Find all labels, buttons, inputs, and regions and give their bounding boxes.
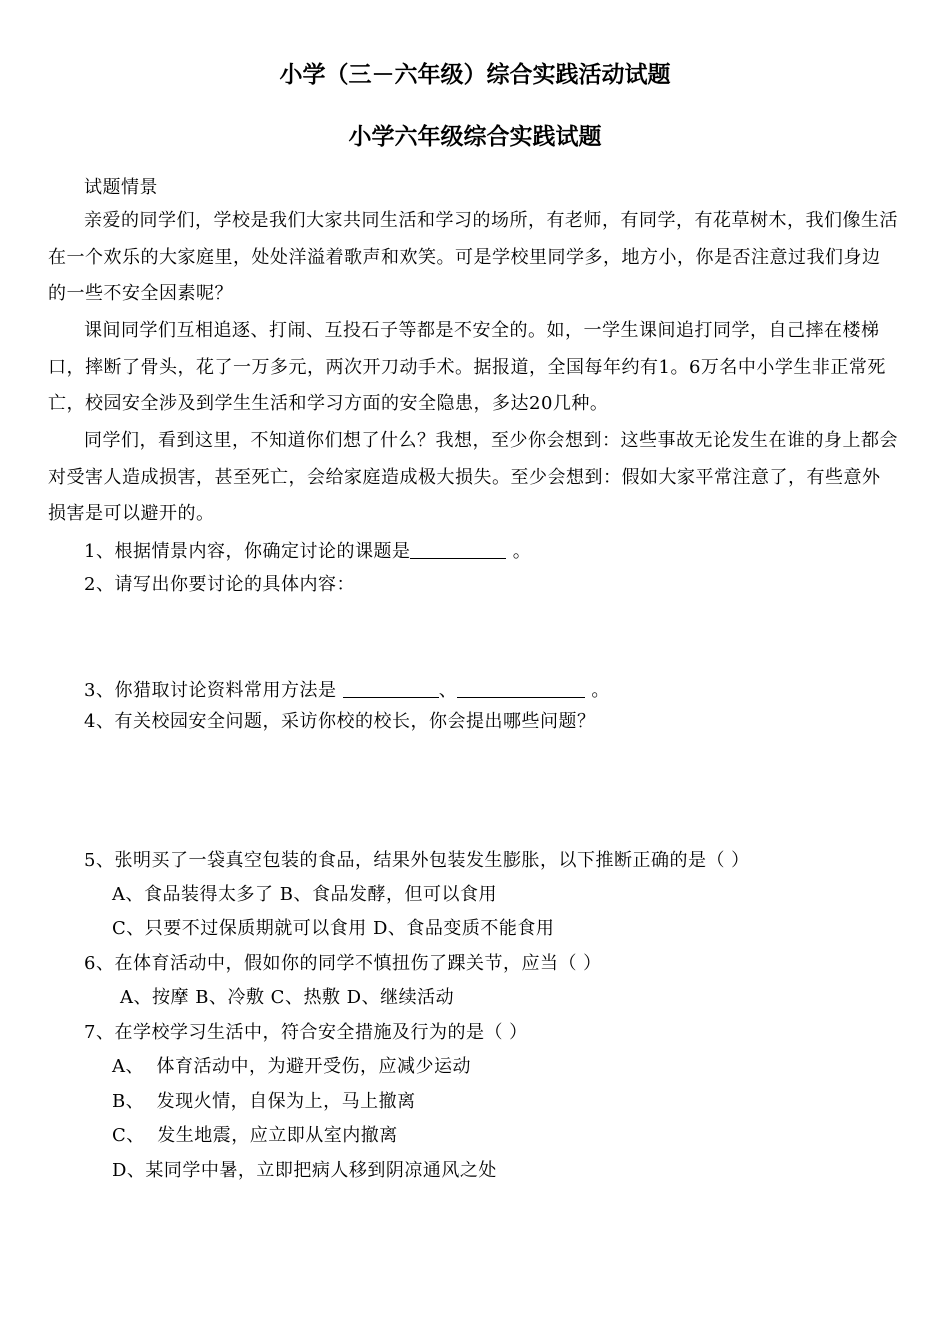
- question-1-answer-blank[interactable]: [410, 538, 506, 559]
- question-2: 2、请写出你要讨论的具体内容：: [84, 574, 355, 595]
- question-1-end: 。: [512, 541, 532, 562]
- question-1-text: 1、根据情景内容，你确定讨论的课题是: [84, 541, 411, 562]
- question-3-separator: 、: [438, 680, 458, 701]
- question-4: 4、有关校园安全问题，采访你校的校长，你会提出哪些问题？: [84, 711, 596, 732]
- question-3-text: 3、你猎取讨论资料常用方法是: [84, 680, 337, 701]
- question-7-option-a: A、 体育活动中，为避开受伤，应减少运动: [112, 1056, 471, 1077]
- question-7-option-b: B、 发现火情，自保为上，马上撤离: [112, 1091, 416, 1112]
- question-5: 5、张明买了一袋真空包装的食品，结果外包装发生膨胀，以下推断正确的是（ ）: [84, 850, 750, 871]
- scenario-paragraph-2: 课间同学们互相追逐、打闹、互投石子等都是不安全的。如，一学生课间追打同学，自己摔在楼梯口，摔断了骨头，花了一万多元，两次开刀动手术。据报道，全国每年约有1。6万名中小学生非正常死亡，校园安全涉及到学生生活和学习方面的安全隐患，多达20几种。: [48, 320, 886, 414]
- scenario-paragraph-3: 同学们，看到这里，不知道你们想了什么？我想，至少你会想到：这些事故无论发生在谁的身上都会对受害人造成损害，甚至死亡，会给家庭造成极大损失。至少会想到：假如大家平常注意了，有些意外损害是可以避开的。: [48, 430, 898, 524]
- question-7-option-c: C、 发生地震，应立即从室内撤离: [112, 1125, 398, 1146]
- question-1: [84, 538, 531, 564]
- question-3-answer-blank-1[interactable]: [343, 677, 439, 698]
- scenario-paragraph-1: 亲爱的同学们，学校是我们大家共同生活和学习的场所，有老师，有同学，有花草树木，我们像生活在一个欢乐的大家庭里，处处洋溢着歌声和欢笑。可是学校里同学多，地方小，你是否注意过我们身边的一些不安全因素呢？: [48, 210, 898, 304]
- question-3-end: 。: [591, 680, 610, 701]
- question-5-option-cd: C、只要不过保质期就可以食用 D、食品变质不能食用: [112, 918, 555, 939]
- page-subtitle: 小学六年级综合实践试题: [348, 124, 602, 150]
- question-3-answer-blank-2[interactable]: [457, 677, 585, 698]
- question-6: 6、在体育活动中，假如你的同学不慎扭伤了踝关节，应当（ ）: [84, 953, 602, 974]
- question-5-option-ab: A、食品装得太多了 B、食品发酵，但可以食用: [112, 884, 497, 905]
- scenario-label: 试题情景: [84, 177, 158, 198]
- question-7-option-d: D、某同学中暑，立即把病人移到阴凉通风之处: [112, 1160, 497, 1181]
- question-7: 7、在学校学习生活中，符合安全措施及行为的是（ ）: [84, 1022, 528, 1043]
- question-6-options: A、按摩 B、冷敷 C、热敷 D、继续活动: [120, 987, 455, 1008]
- page-title: 小学（三－六年级）综合实践活动试题: [279, 62, 671, 88]
- question-3: [84, 677, 610, 703]
